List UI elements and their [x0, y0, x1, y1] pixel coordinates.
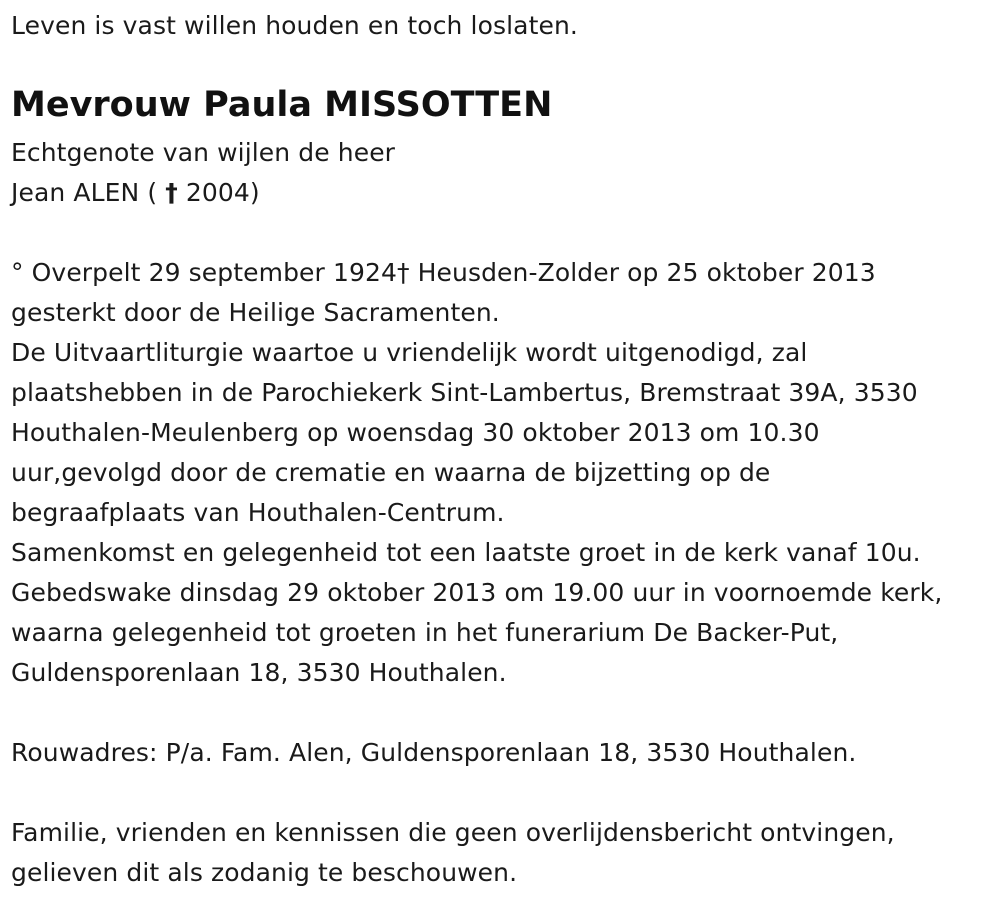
details-line: Houthalen-Meulenberg op woensdag 30 oktober 2013 om 10.30: [11, 418, 820, 447]
details-line: gesterkt door de Heilige Sacramenten.: [11, 298, 500, 327]
closing-line: Familie, vrienden en kennissen die geen overlijdensbericht ontvingen,: [11, 818, 895, 847]
details-line: plaatshebben in de Parochiekerk Sint-Lambertus, Bremstraat 39A, 3530: [11, 378, 918, 407]
details-line: De Uitvaartliturgie waartoe u vriendelijk wordt uitgenodigd, zal: [11, 338, 808, 367]
deceased-name: Mevrouw Paula MISSOTTEN: [11, 85, 553, 125]
mourning-address: Rouwadres: P/a. Fam. Alen, Guldensporenlaan 18, 3530 Houthalen.: [11, 738, 857, 767]
details-line: ° Overpelt 29 september 1924† Heusden-Zolder op 25 oktober 2013: [11, 258, 876, 287]
motto-text: Leven is vast willen houden en toch loslaten.: [11, 11, 578, 40]
cross-icon: †: [165, 178, 178, 207]
funeral-details: [11, 253, 942, 693]
spouse-line-2: [11, 173, 395, 213]
closing-note: [11, 813, 895, 893]
spouse-line-1: Echtgenote van wijlen de heer: [11, 138, 396, 167]
spouse-name: Jean ALEN (: [11, 178, 166, 207]
closing-line: gelieven dit als zodanig te beschouwen.: [11, 858, 518, 887]
spouse-info: [11, 133, 395, 213]
details-line: waarna gelegenheid tot groeten in het funerarium De Backer-Put,: [11, 618, 839, 647]
details-line: begraafplaats van Houthalen-Centrum.: [11, 498, 505, 527]
details-line: Gebedswake dinsdag 29 oktober 2013 om 19.00 uur in voornoemde kerk,: [11, 578, 943, 607]
details-line: Guldensporenlaan 18, 3530 Houthalen.: [11, 658, 507, 687]
spouse-death-year: 2004): [177, 178, 260, 207]
details-line: uur,gevolgd door de crematie en waarna de bijzetting op de: [11, 458, 771, 487]
details-line: Samenkomst en gelegenheid tot een laatste groet in de kerk vanaf 10u.: [11, 538, 921, 567]
